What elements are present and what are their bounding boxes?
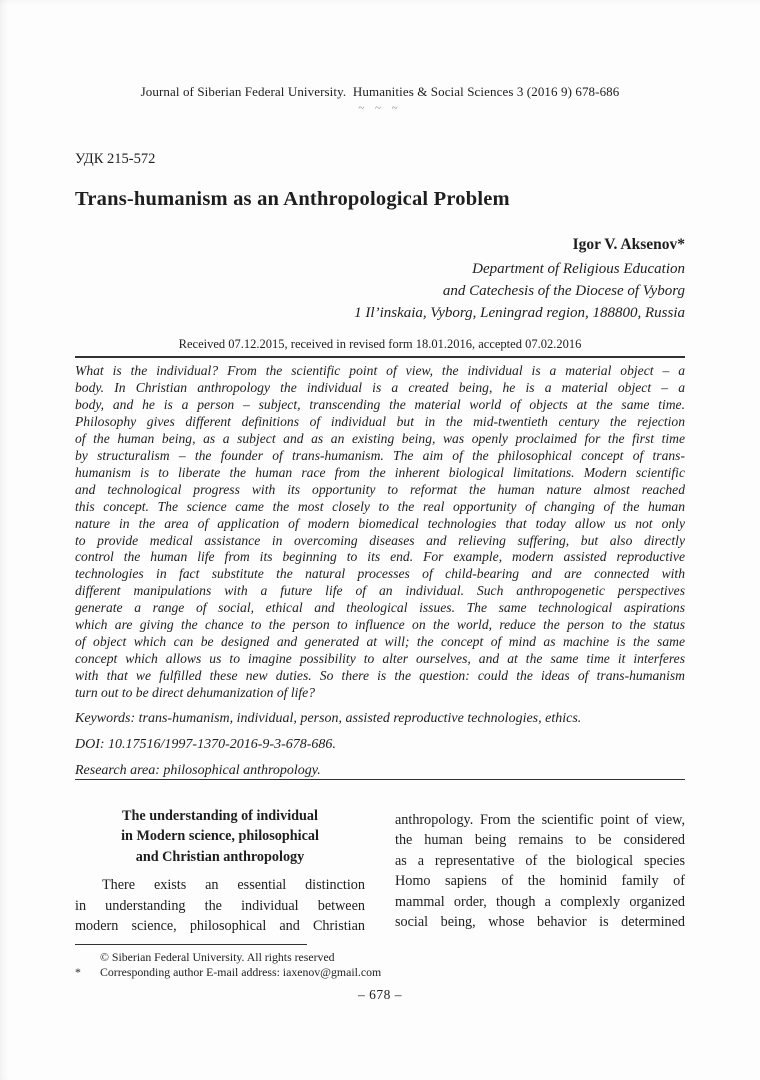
abstract-line: with that we fulfilled these new duties. So there is the question: could the ideas of trans-humanism bbox=[75, 668, 685, 684]
abstract-line: this concept. The science came the most closely to the real opportunity of changing of the human bbox=[75, 498, 685, 514]
abstract-line: by structuralism – the founder of trans-humanism. The aim of the philosophical concept of trans- bbox=[75, 447, 685, 463]
abstract-bottom-rule bbox=[75, 779, 685, 780]
body-text-line: in understanding the individual between bbox=[75, 897, 365, 914]
affiliation-line: and Catechesis of the Diocese of Vyborg bbox=[442, 283, 685, 299]
abstract-top-rule bbox=[75, 356, 685, 358]
abstract-line: to provide medical assistance in overcoming diseases and relieving suffering, but also directly bbox=[75, 532, 685, 548]
asterisk-marker: * bbox=[75, 964, 81, 979]
abstract-line: different manipulations with a future life of an individual. Such anthropogenetic perspectives bbox=[75, 583, 685, 599]
body-text-line: anthropology. From the scientific point of view, bbox=[395, 812, 685, 828]
abstract-line: control the human life from its beginning to its end. For example, modern assisted reproductive bbox=[75, 549, 685, 565]
udk-code: УДК 215-572 bbox=[75, 151, 156, 167]
abstract-line: which are giving the chance to the person to influence on the world, reduce the person to the status bbox=[75, 617, 685, 633]
abstract-line: and technological progress with its opportunity to reformat the human nature almost reached bbox=[75, 481, 685, 497]
body-columns bbox=[75, 806, 685, 936]
affiliation-line: 1 Il’inskaia, Vyborg, Leningrad region, 188800, Russia bbox=[354, 305, 685, 321]
abstract-line: humanism is to liberate the human race from the inherent biological limitations. Modern scientific bbox=[75, 464, 685, 480]
abstract-line: concept which allows us to imagine possibility to alter ourselves, and at the same time it interferes bbox=[75, 651, 685, 667]
corresponding-author-line bbox=[75, 965, 685, 980]
abstract-line: body. In Christian anthropology the individual is a created being, he is a material object – a bbox=[75, 379, 685, 395]
body-text-line: as a representative of the biological species bbox=[395, 852, 685, 869]
abstract-line: body, and he is a person – subject, transcending the material world of objects at the same time. bbox=[75, 396, 685, 412]
section-heading-line: and Christian anthropology bbox=[135, 848, 305, 865]
journal-header: Journal of Siberian Federal University. Humanities & Social Sciences 3 (2016 9) 678-686 bbox=[140, 84, 620, 99]
body-text-line: social being, whose behavior is determined bbox=[395, 914, 685, 931]
page-number: – 678 – bbox=[358, 987, 402, 1002]
abstract-line: of object which can be designed and generated at will; the concept of mind as machine is the same bbox=[75, 634, 685, 650]
body-text-line: There exists an essential distinction bbox=[102, 877, 365, 894]
abstract-line: Philosophy gives different definitions of individual but in the mid-twentieth century the rejection bbox=[75, 413, 685, 429]
copyright-line: © Siberian Federal University. All rights reserved bbox=[100, 950, 335, 964]
abstract-line: of the human being, as a subject and as an existing being, was openly proclaimed for the first time bbox=[75, 430, 685, 446]
abstract-line: What is the individual? From the scientific point of view, the individual is a material object – a bbox=[75, 363, 685, 378]
author-block bbox=[75, 236, 685, 324]
affiliation-line: Department of Religious Education bbox=[472, 261, 685, 277]
doi-line: DOI: 10.17516/1997-1370-2016-9-3-678-686. bbox=[75, 737, 336, 752]
article-title: Trans-humanism as an Anthropological Problem bbox=[75, 188, 510, 210]
right-column bbox=[395, 806, 685, 936]
body-text-line: the human being remains to be considered bbox=[395, 832, 685, 849]
corresponding-author-text: Corresponding author E-mail address: iaxenov@gmail.com bbox=[100, 964, 382, 979]
abstract bbox=[75, 363, 685, 702]
abstract-line: turn out to be direct dehumanization of life? bbox=[75, 685, 316, 701]
body-text-line: mammal order, though a complexly organized bbox=[395, 893, 685, 910]
body-text-line: Homo sapiens of the hominid family of bbox=[395, 873, 685, 890]
abstract-line: technologies in fact substitute the natural processes of child-bearing and are connected with bbox=[75, 566, 685, 582]
body-text-line: modern science, philosophical and Christian bbox=[75, 918, 365, 935]
left-column bbox=[75, 806, 365, 936]
section-heading bbox=[75, 806, 365, 867]
received-dates: Received 07.12.2015, received in revised form 18.01.2016, accepted 07.02.2016 bbox=[178, 337, 582, 351]
footnote-block bbox=[75, 944, 685, 979]
abstract-line: generate a range of social, ethical and theological issues. The same technological aspirations bbox=[75, 600, 685, 616]
section-heading-line: The understanding of individual bbox=[122, 808, 318, 824]
author-affiliation bbox=[75, 258, 685, 324]
left-column-paragraph bbox=[75, 875, 365, 936]
keywords-line: Keywords: trans-humanism, individual, person, assisted reproductive technologies, ethics. bbox=[75, 711, 582, 726]
research-area-line: Research area: philosophical anthropology. bbox=[75, 763, 321, 778]
tilde-separator: ~ ~ ~ bbox=[358, 102, 402, 114]
footnote-rule bbox=[75, 944, 307, 945]
section-heading-line: in Modern science, philosophical bbox=[121, 828, 319, 845]
abstract-line: nature in the area of application of modern biomedical technologies that today allow us not only bbox=[75, 515, 685, 531]
author-name: Igor V. Aksenov* bbox=[572, 236, 685, 253]
